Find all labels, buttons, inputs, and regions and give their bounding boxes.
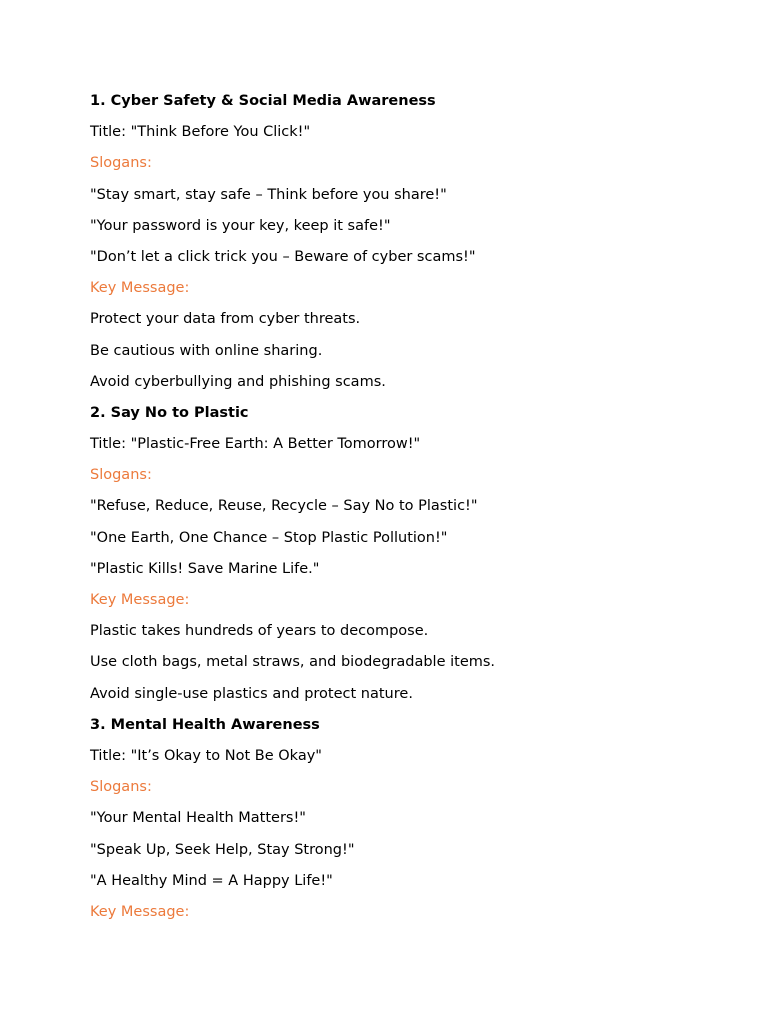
section-title: Title: "It’s Okay to Not Be Okay": [90, 747, 322, 764]
key-message-item: Avoid cyberbullying and phishing scams.: [90, 373, 386, 390]
section-heading: 1. Cyber Safety & Social Media Awareness: [90, 93, 436, 109]
slogans-label: Slogans:: [90, 467, 152, 484]
section-title: Title: "Think Before You Click!": [90, 124, 311, 141]
slogan-item: "Don’t let a click trick you – Beware of cyber scams!": [90, 248, 476, 265]
slogan-item: "Your Mental Health Matters!": [90, 810, 306, 827]
section-title: Title: "Plastic-Free Earth: A Better Tomorrow!": [90, 436, 421, 453]
key-message-item: Use cloth bags, metal straws, and biodegradable items.: [90, 654, 496, 671]
slogan-item: "Refuse, Reduce, Reuse, Recycle – Say No to Plastic!": [90, 498, 478, 515]
key-message-label: Key Message:: [90, 280, 190, 297]
section-heading: 2. Say No to Plastic: [90, 404, 249, 421]
slogan-item: "A Healthy Mind = A Happy Life!": [90, 872, 333, 889]
slogan-item: "One Earth, One Chance – Stop Plastic Pollution!": [90, 529, 448, 546]
key-message-item: Avoid single-use plastics and protect nature.: [90, 685, 413, 702]
key-message-label: Key Message:: [90, 592, 190, 608]
slogans-label: Slogans:: [90, 779, 152, 796]
section-mental-health: [90, 714, 730, 932]
slogans-label: Slogans:: [90, 155, 152, 172]
key-message-item: Protect your data from cyber threats.: [90, 311, 361, 328]
key-message-item: Plastic takes hundreds of years to decompose.: [90, 623, 429, 640]
slogan-item: "Plastic Kills! Save Marine Life.": [90, 560, 320, 577]
section-say-no-to-plastic: [90, 402, 730, 714]
section-cyber-safety: [90, 90, 730, 402]
slogan-item: "Stay smart, stay safe – Think before you share!": [90, 186, 447, 203]
slogan-item: "Your password is your key, keep it safe!": [90, 217, 391, 234]
document-page: [90, 90, 730, 932]
section-heading: 3. Mental Health Awareness: [90, 716, 320, 733]
slogan-item: "Speak Up, Seek Help, Stay Strong!": [90, 841, 355, 858]
key-message-item: Be cautious with online sharing.: [90, 342, 323, 359]
key-message-label: Key Message:: [90, 903, 190, 920]
